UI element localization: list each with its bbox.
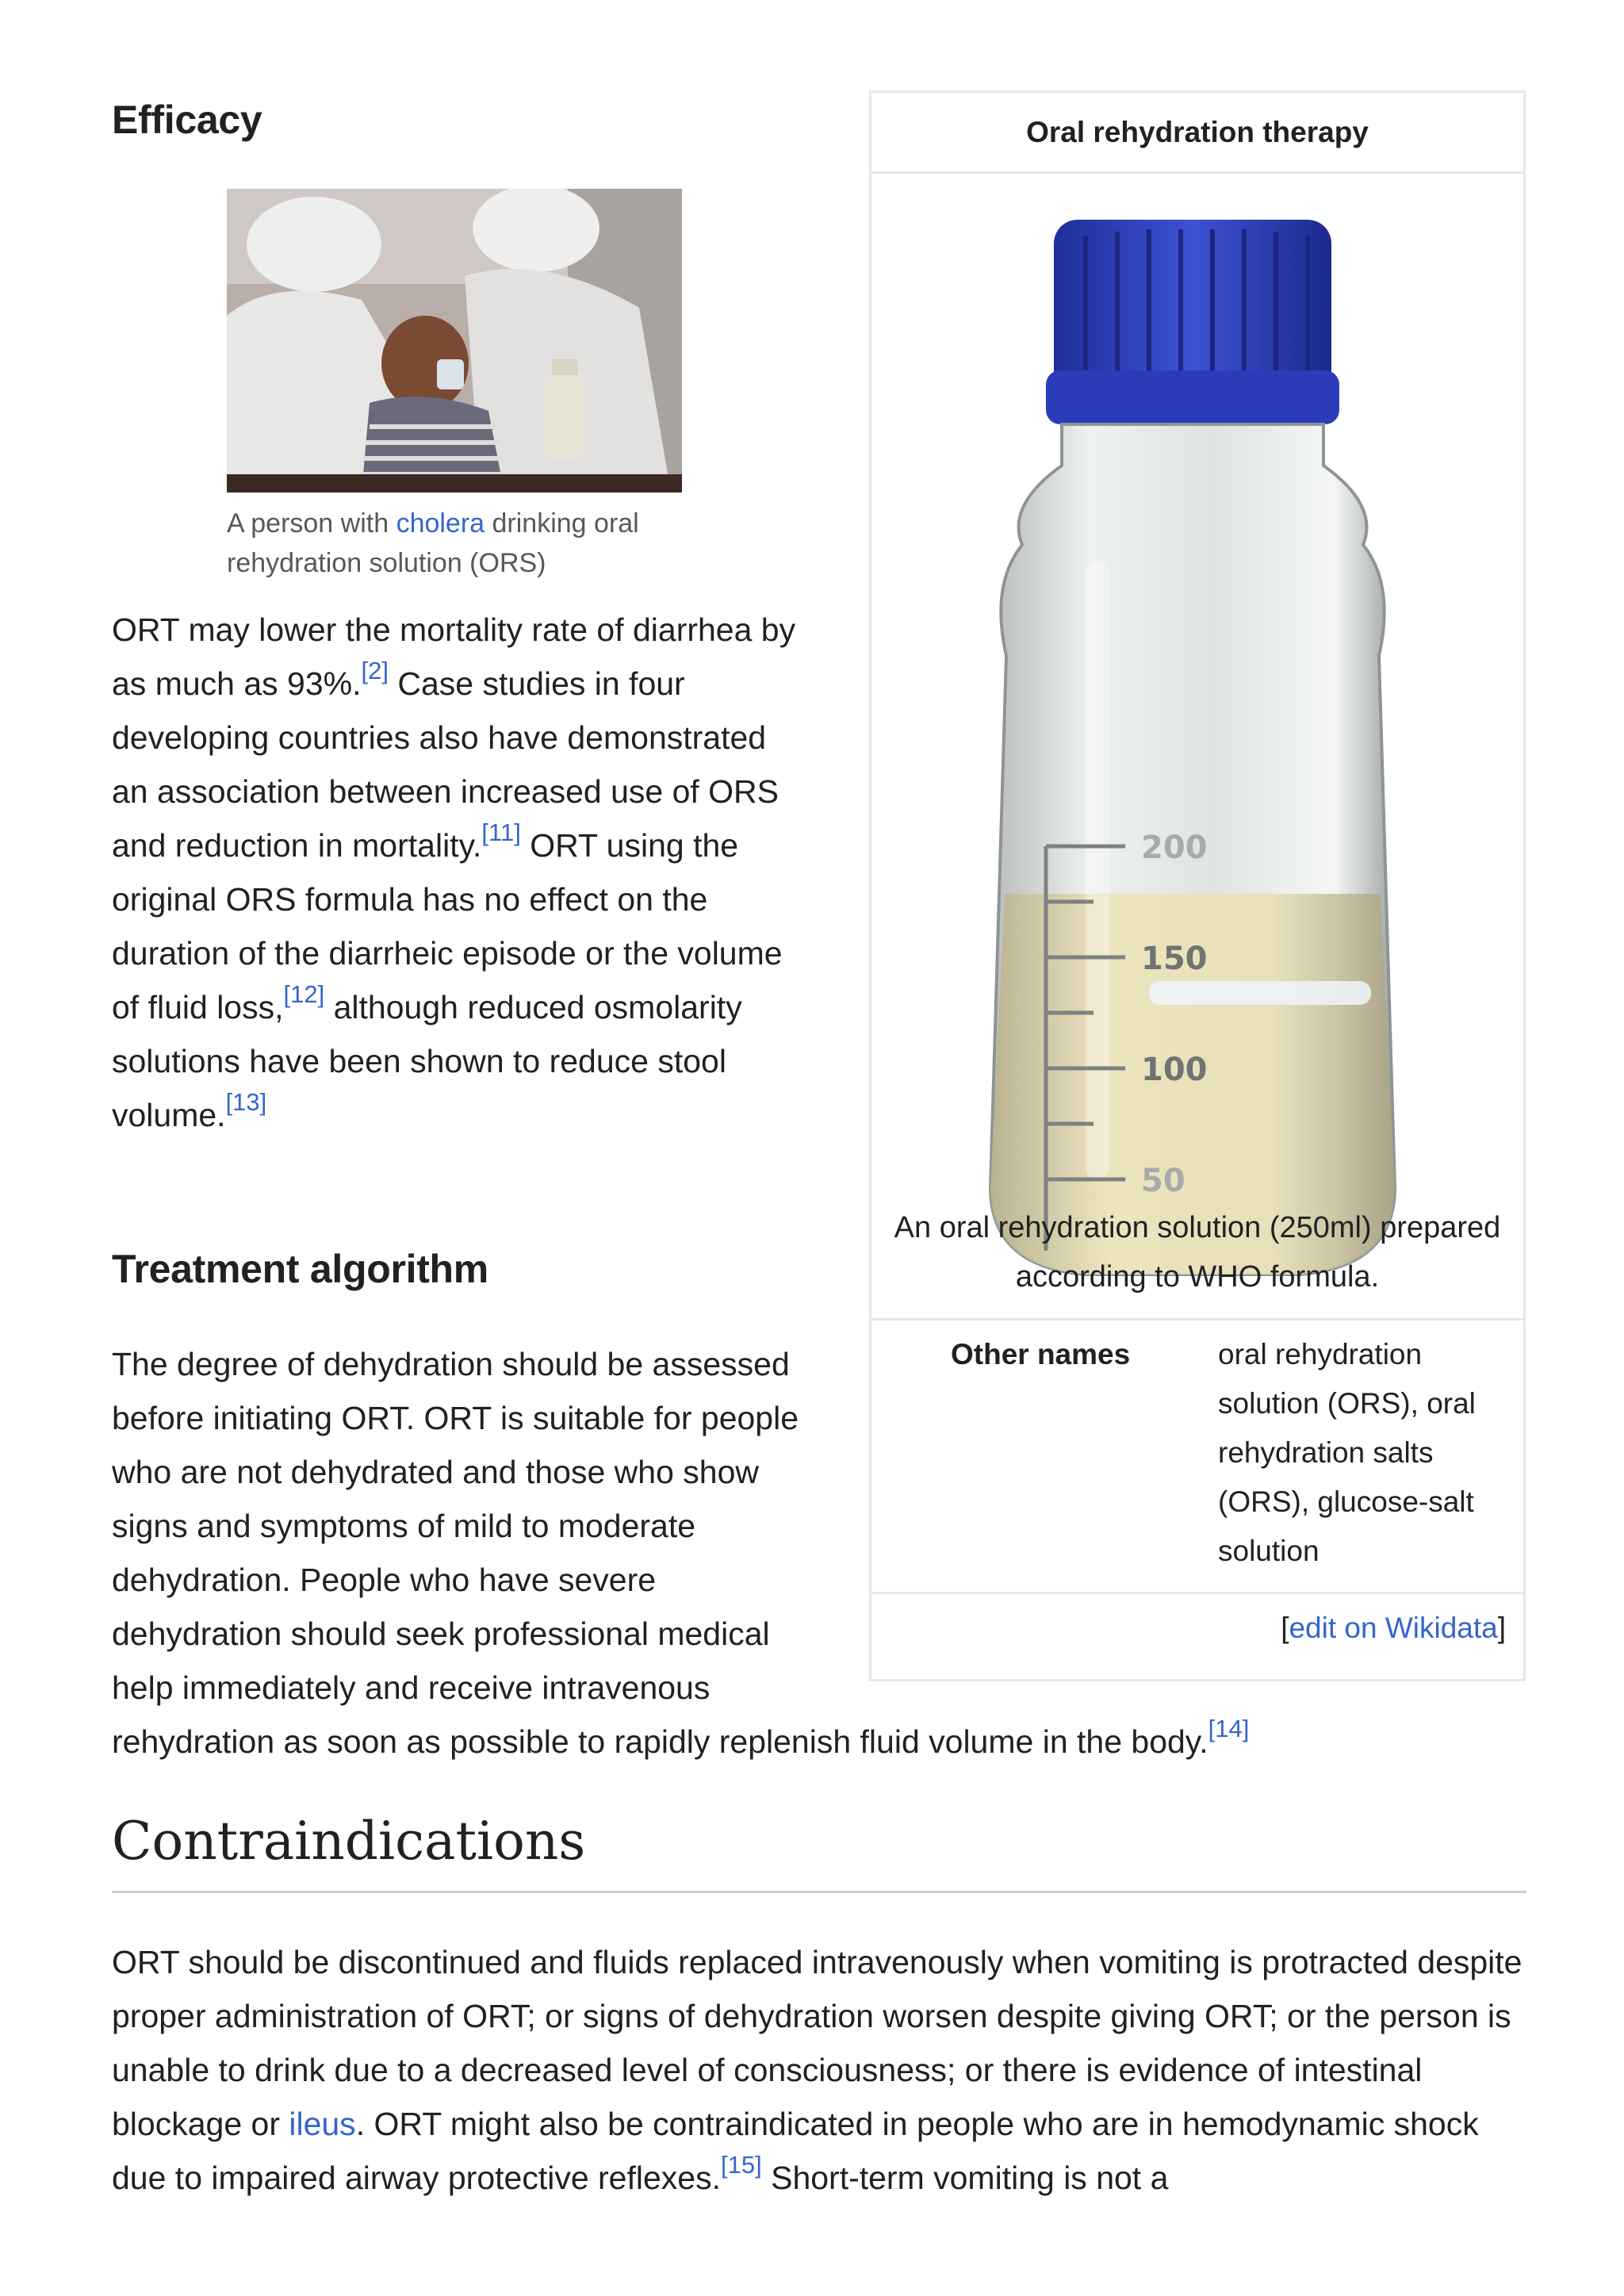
paragraph-text: . ORT might also be contraindicated in people who are in hemodynamic shock due to impaired airway protective reflexes.	[112, 2106, 1479, 2196]
infobox-divider	[871, 1318, 1523, 1320]
caption-text: drinking oral rehydration solution (ORS)	[227, 508, 639, 578]
infobox-image-caption: An oral rehydration solution (250ml) prepared according to WHO formula.	[894, 1211, 1501, 1294]
paragraph-text: ORT may lower the mortality rate of diarrhea by as much as 93%.	[112, 611, 796, 702]
other-names-label: Other names	[951, 1338, 1131, 1370]
cholera-link[interactable]: cholera	[396, 508, 485, 539]
reference-link[interactable]: [11]	[481, 818, 521, 846]
reference-link[interactable]: [2]	[361, 657, 389, 684]
bottle-mark-150: 150	[1141, 941, 1208, 977]
efficacy-image-caption	[227, 504, 682, 583]
paragraph-text: although reduced osmolarity solutions have been shown to reduce stool volume.	[112, 989, 742, 1133]
section-heading-efficacy: Efficacy	[112, 98, 262, 142]
bracket-text: ]	[1497, 1612, 1506, 1644]
paragraph-text: ORT using the original ORS formula has no effect on the duration of the diarrheic episode or the volume of fluid loss,	[112, 827, 783, 1025]
paragraph-text: The degree of dehydration should be assessed before initiating ORT. ORT is suitable for people who are not dehydrated and those who show signs and symptoms of mild to moderate dehydration. People who have severe dehydration should seek professional medical help immediately and receive intravenous rehydration as soon as possible to rapidly replenish fluid volume in the body.	[112, 1346, 1208, 1760]
section-heading-treatment-algorithm: Treatment algorithm	[112, 1247, 488, 1291]
bracket-text: [	[1281, 1612, 1289, 1644]
edit-on-wikidata-link[interactable]: edit on Wikidata	[1289, 1612, 1498, 1644]
reference-link[interactable]: [14]	[1208, 1715, 1250, 1742]
reference-link[interactable]: [12]	[283, 980, 325, 1008]
bottle-mark-200: 200	[1141, 830, 1208, 866]
ors-bottle-photo[interactable]	[967, 212, 1419, 1290]
cholera-patient-photo[interactable]	[227, 189, 682, 493]
section-heading-contraindications: Contraindications	[112, 1811, 1526, 1893]
paragraph-text: Short-term vomiting is not a	[761, 2160, 1169, 2196]
caption-text: A person with	[227, 508, 396, 539]
reference-link[interactable]: [15]	[720, 2151, 762, 2179]
efficacy-figure	[227, 189, 682, 583]
contraindications-paragraph	[112, 1935, 1526, 2205]
other-names-value: oral rehydration solution (ORS), oral rehydration salts (ORS), glucose-salt solution	[1218, 1338, 1476, 1567]
edit-on-wikidata	[1281, 1604, 1506, 1653]
ileus-link[interactable]: ileus	[289, 2106, 356, 2142]
efficacy-paragraph	[112, 603, 810, 1142]
paragraph-text: Case studies in four developing countries also have demonstrated an association between increased use of ORS and reduction in mortality.	[112, 665, 779, 864]
paragraph-text: ORT should be discontinued and fluids replaced intravenously when vomiting is protracted despite proper administration of ORT; or signs of dehydration worsen despite giving ORT; or the person is unable to drink due to a decreased level of consciousness; or there is evidence of intestinal blockage or	[112, 1944, 1522, 2142]
bottle-mark-100: 100	[1141, 1052, 1208, 1088]
reference-link[interactable]: [13]	[225, 1088, 267, 1116]
infobox-divider	[871, 1592, 1523, 1594]
infobox	[869, 90, 1526, 1681]
bottle-mark-50: 50	[1141, 1163, 1185, 1199]
infobox-title: Oral rehydration therapy	[871, 93, 1523, 174]
